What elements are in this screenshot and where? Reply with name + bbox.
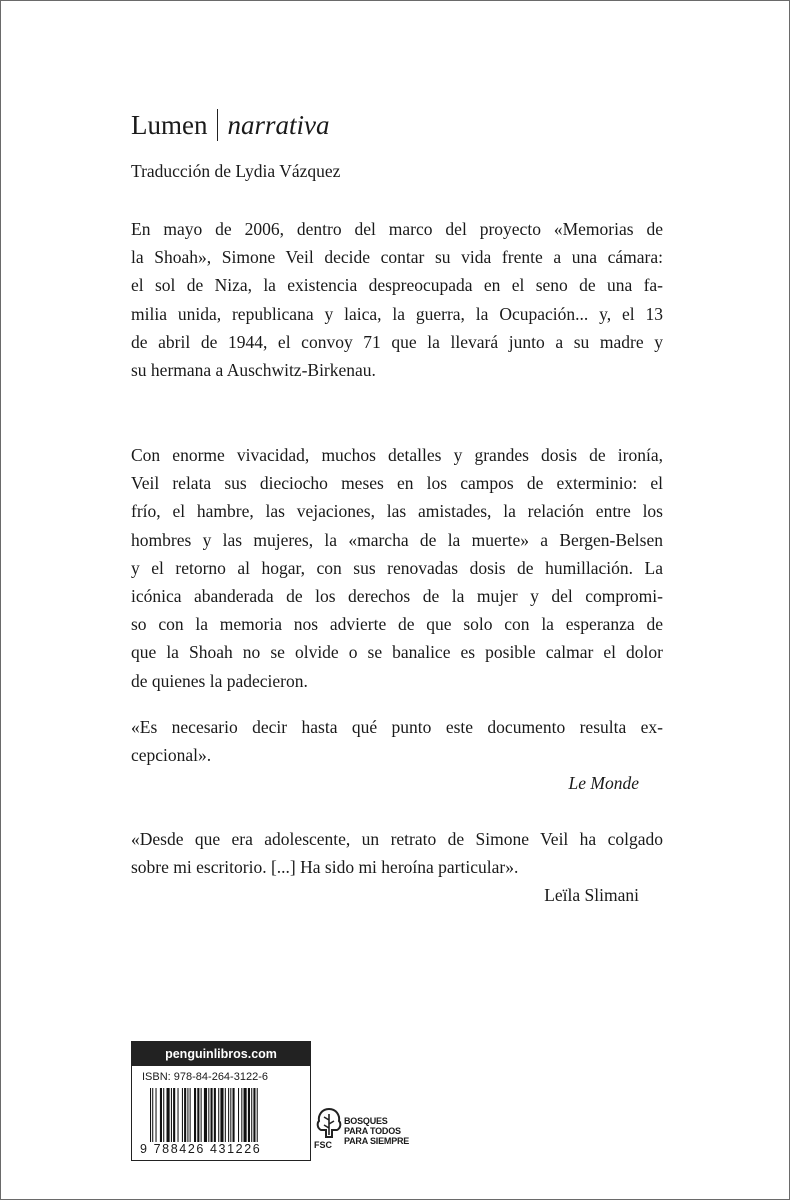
fsc-slogan-line: BOSQUES xyxy=(344,1116,388,1126)
text-line: sobre mi escritorio. [...] Ha sido mi heroína particular». xyxy=(131,857,519,878)
publisher-name: Lumen xyxy=(131,110,208,140)
publisher-series: narrativa xyxy=(227,110,330,140)
barcode-block xyxy=(131,1041,311,1161)
synopsis-paragraph-2 xyxy=(131,441,663,695)
text-line: cepcional». xyxy=(131,745,212,766)
text-line: frío, el hambre, las vejaciones, las amistades, la relación entre los xyxy=(131,501,663,522)
text-line: el sol de Niza, la existencia despreocupada en el seno de una fa- xyxy=(131,275,663,296)
fsc-slogan-line: PARA TODOS xyxy=(344,1126,401,1136)
synopsis-paragraph-1 xyxy=(131,215,663,384)
text-line: la Shoah», Simone Veil decide contar su vida frente a una cámara: xyxy=(131,247,663,268)
publisher-website: penguinlibros.com xyxy=(132,1042,310,1066)
text-line: icónica abanderada de los derechos de la mujer y del compromi- xyxy=(131,586,663,607)
fsc-tag: FSC xyxy=(314,1140,332,1150)
text-line: su hermana a Auschwitz-Birkenau. xyxy=(131,360,376,381)
text-line: de abril de 1944, el convoy 71 que la llevará junto a su madre y xyxy=(131,331,663,352)
brand-divider xyxy=(217,109,218,141)
fsc-label xyxy=(314,1106,424,1156)
text-line: «Es necesario decir hasta qué punto este documento resulta ex- xyxy=(131,717,663,737)
text-line: hombres y las mujeres, la «marcha de la muerte» a Bergen-Belsen xyxy=(131,529,663,550)
publisher-brand xyxy=(131,109,330,141)
quote-source-2: Leïla Slimani xyxy=(544,885,639,905)
text-line: milia unida, republicana y laica, la guerra, la Ocupación... y, el 13 xyxy=(131,303,663,324)
text-line: Con enorme vivacidad, muchos detalles y grandes dosis de ironía, xyxy=(131,445,663,465)
ean-digits: 9 788426 431226 xyxy=(140,1142,262,1156)
text-line: y el retorno al hogar, con sus renovadas dosis de humillación. La xyxy=(131,557,663,578)
barcode-icon xyxy=(150,1088,300,1142)
text-line: «Desde que era adolescente, un retrato de Simone Veil ha colgado xyxy=(131,829,663,849)
text-line: que la Shoah no se olvide o se banalice es posible calmar el dolor xyxy=(131,642,663,663)
translator-credit: Traducción de Lydia Vázquez xyxy=(131,161,341,181)
text-line: En mayo de 2006, dentro del marco del proyecto «Memorias de xyxy=(131,219,663,239)
fsc-slogan-line: PARA SIEMPRE xyxy=(344,1136,410,1146)
press-quote-2 xyxy=(131,825,663,881)
isbn-label: ISBN: 978-84-264-3122-6 xyxy=(142,1071,268,1083)
text-line: de quienes la padecieron. xyxy=(131,670,308,691)
text-line: Veil relata sus dieciocho meses en los campos de exterminio: el xyxy=(131,473,663,494)
press-quote-1 xyxy=(131,713,663,769)
quote-source-1: Le Monde xyxy=(568,773,639,793)
text-line: so con la memoria nos advierte de que solo con la esperanza de xyxy=(131,614,663,635)
fsc-slogan xyxy=(344,1116,409,1146)
